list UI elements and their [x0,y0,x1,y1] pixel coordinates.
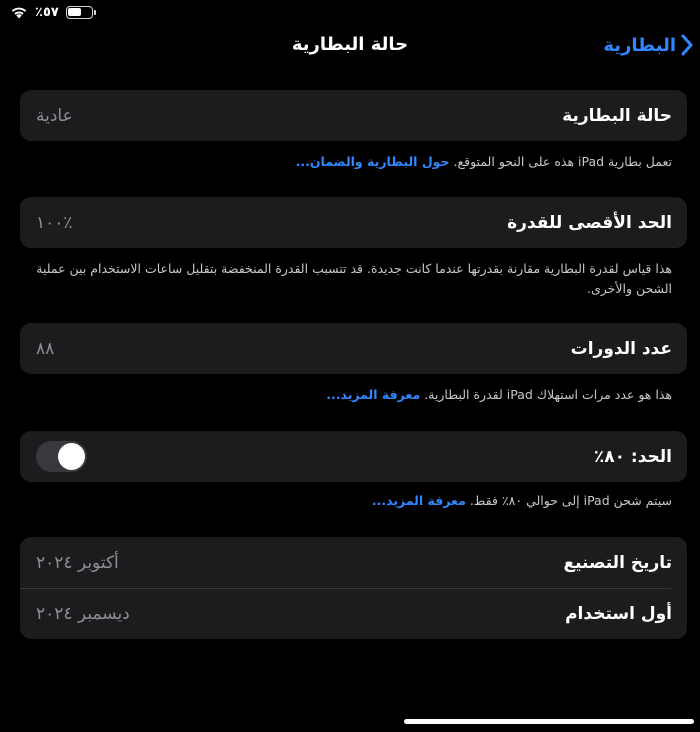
battery-health-label: حالة البطارية [562,105,672,126]
wifi-icon [10,5,28,19]
toggle-knob [58,443,85,470]
back-button[interactable] [603,34,694,56]
manufacture-date-label: تاريخ التصنيع [563,552,672,573]
navigation-bar [0,30,700,64]
limit-learn-more-link[interactable]: معرفة المزيد... [371,493,466,508]
battery-health-group [20,90,687,141]
cycle-learn-more-link[interactable]: معرفة المزيد... [326,387,421,402]
max-capacity-row [20,197,687,248]
max-capacity-group [20,197,687,248]
manufacture-date-row [20,537,687,588]
home-indicator[interactable] [404,719,694,724]
battery-warranty-link[interactable]: حول البطارية والضمان... [295,154,450,169]
charge-limit-row [20,431,687,482]
chevron-right-icon [680,34,694,56]
page-title: حالة البطارية [291,34,409,55]
battery-percent: ٪٥٧ [35,4,59,20]
cycle-count-footer [22,385,672,405]
cycle-count-footer-text: هذا هو عدد مرات استهلاك iPad لقدرة البطارية. [424,387,672,402]
charge-limit-label: الحد: ٨٠٪ [593,446,672,467]
max-capacity-footer-text: هذا قياس لقدرة البطارية مقارنة بقدرتها عندما كانت جديدة. قد تتسبب القدرة المنخفضة بتقليل ساعات الاستخدام بين عملية الشحن والأخرى. [36,261,672,296]
cycle-count-value: ٨٨ [36,338,55,359]
battery-health-footer [22,152,672,172]
first-use-label: أول استخدام [565,603,672,624]
dates-group [20,537,687,639]
manufacture-date-value: أكتوبر ٢٠٢٤ [36,552,119,573]
battery-health-row [20,90,687,141]
first-use-value: ديسمبر ٢٠٢٤ [36,603,130,624]
charge-limit-group [20,431,687,482]
charge-limit-toggle[interactable] [36,441,87,472]
battery-health-footer-text: تعمل بطارية iPad هذه على النحو المتوقع. [453,154,672,169]
status-bar [10,2,93,22]
max-capacity-value: ٪١٠٠ [36,212,73,233]
battery-level-fill [68,8,81,16]
cycle-count-group [20,323,687,374]
max-capacity-label: الحد الأقصى للقدرة [507,212,672,233]
cycle-count-label: عدد الدورات [570,338,672,359]
charge-limit-footer [22,491,672,511]
cycle-count-row [20,323,687,374]
battery-icon [66,6,93,19]
max-capacity-footer [22,259,672,299]
charge-limit-footer-text: سيتم شحن iPad إلى حوالي ٨٠٪ فقط. [469,493,672,508]
first-use-row [20,588,687,639]
battery-health-value: عادية [36,105,73,126]
back-button-label: البطارية [603,34,676,56]
